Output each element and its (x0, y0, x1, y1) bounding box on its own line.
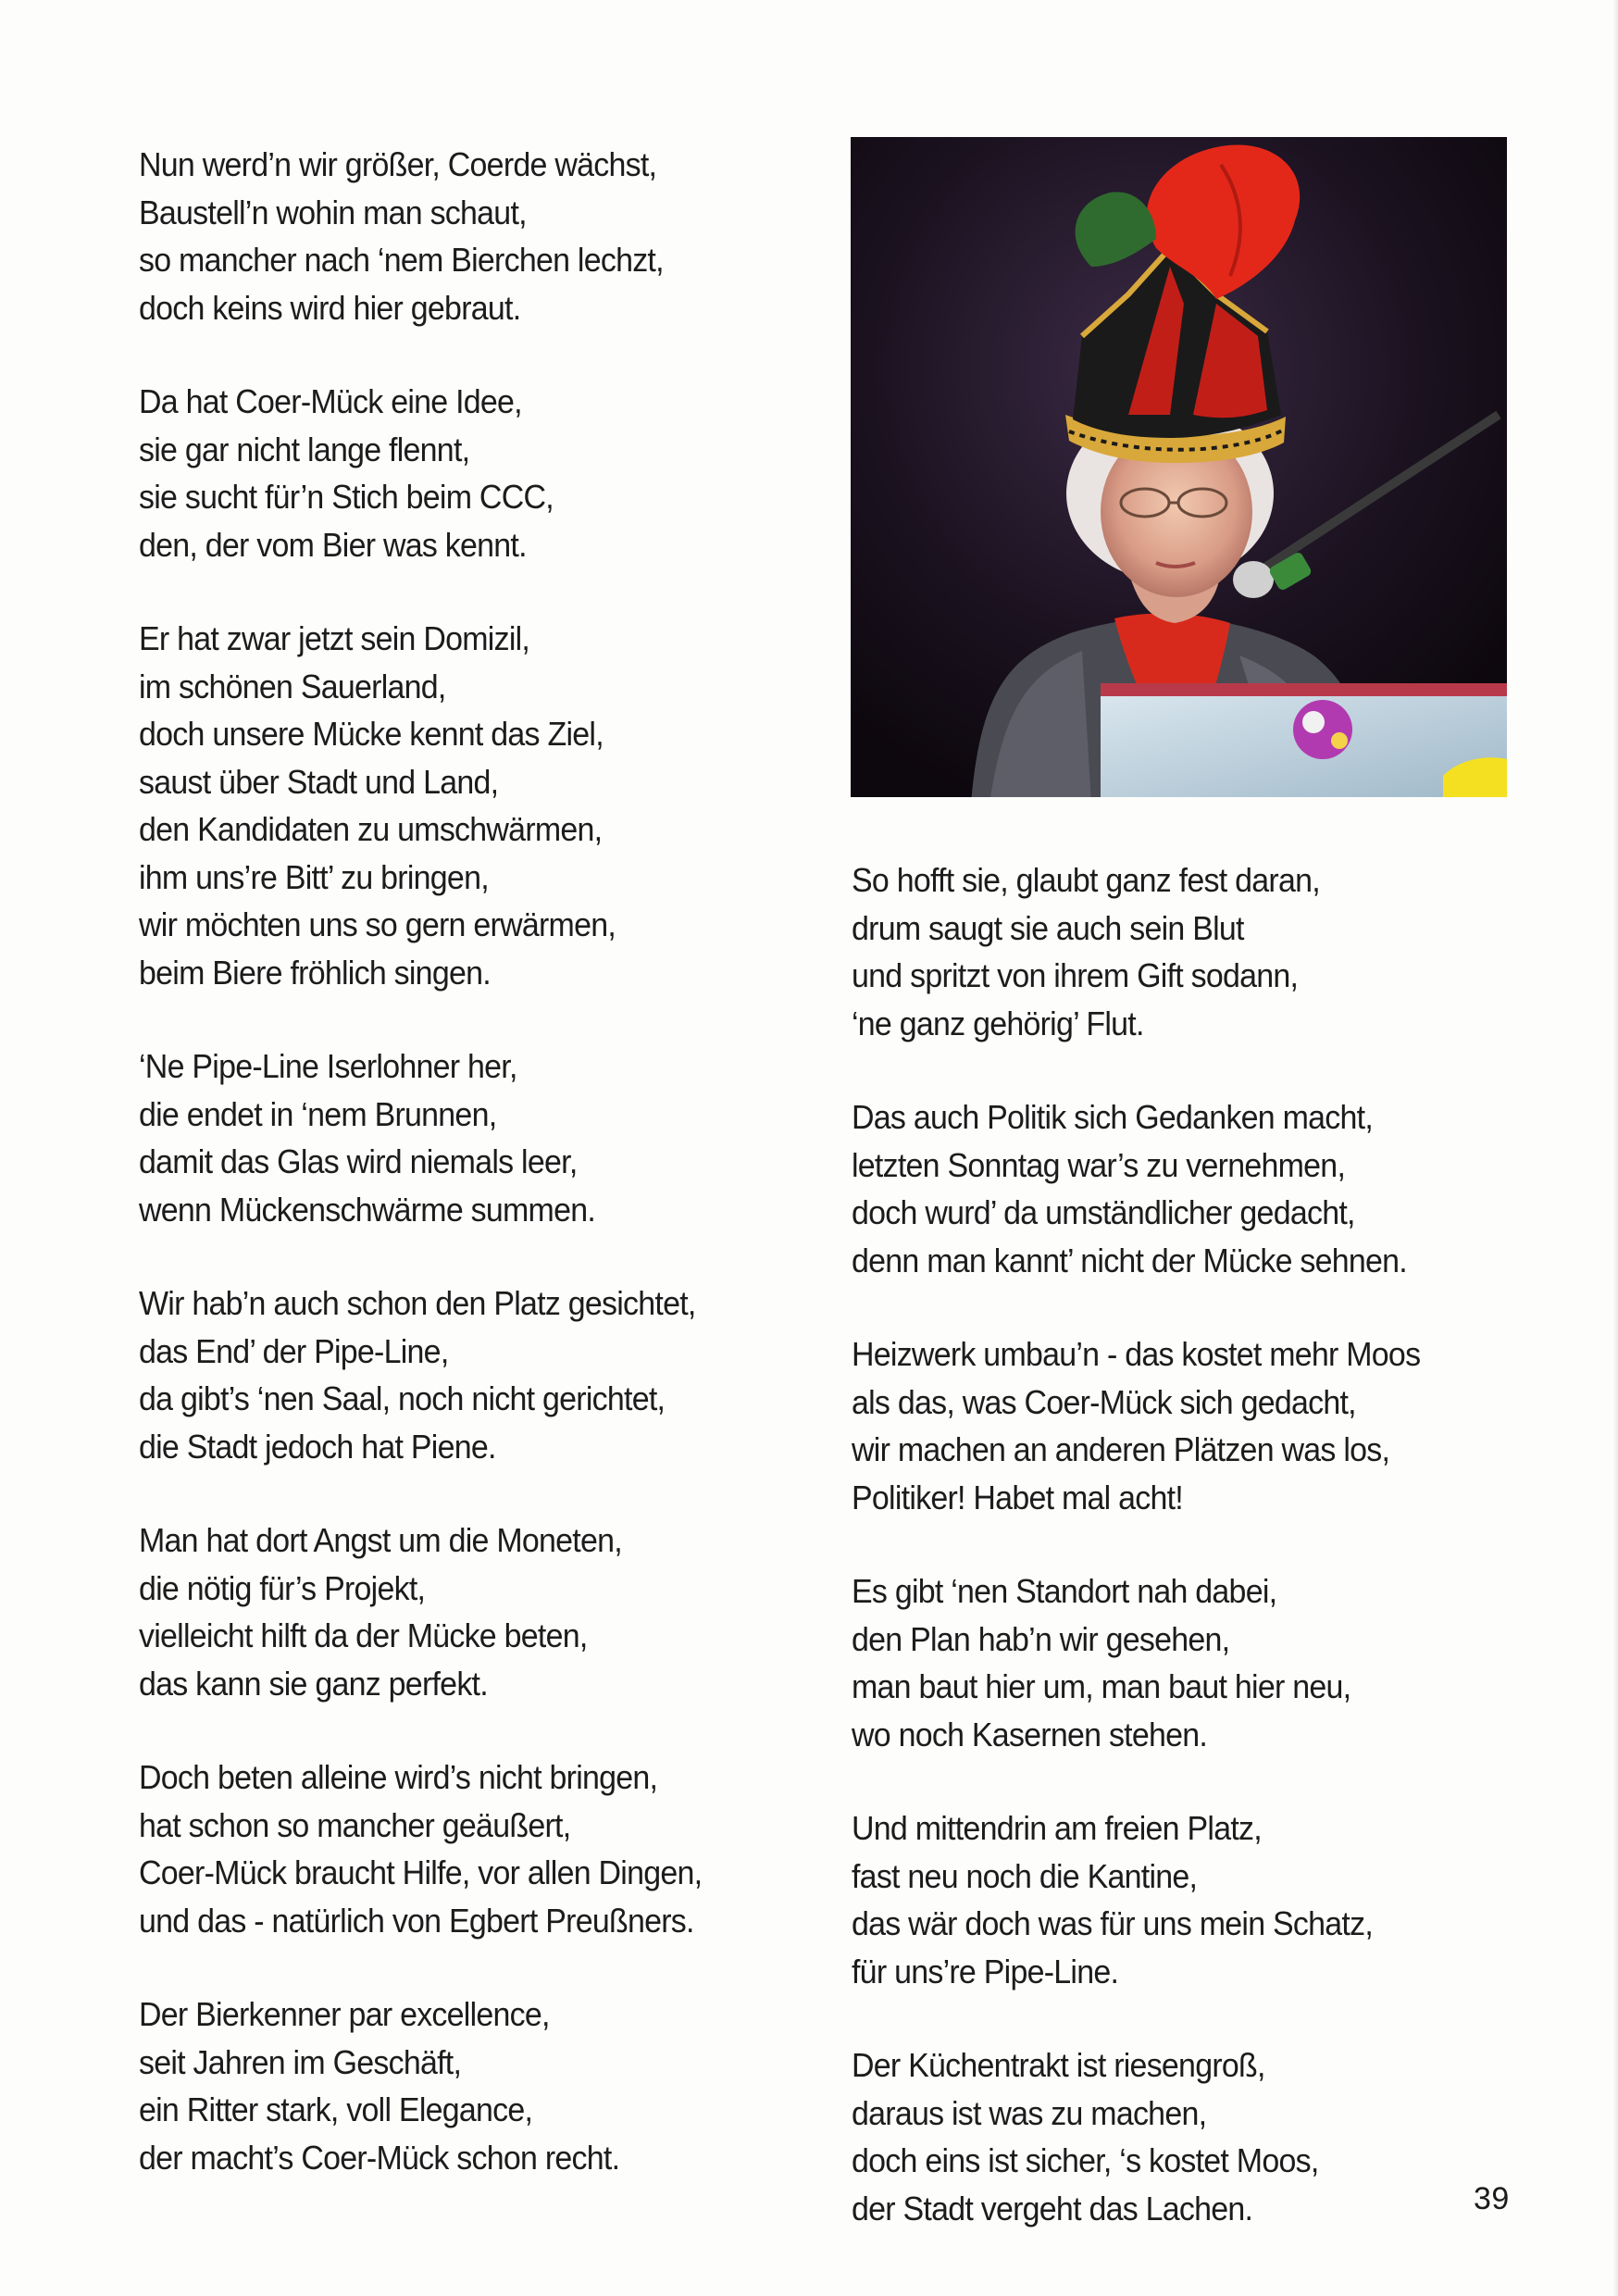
poem-line: doch wurd’ da umständlicher gedacht, (852, 1193, 1355, 1231)
poem-line: ein Ritter stark, voll Elegance, (139, 2090, 533, 2128)
poem-line: das kann sie ganz perfekt. (139, 1664, 488, 1703)
poem-line: wenn Mückenschwärme summen. (139, 1190, 596, 1229)
poem-line: Doch beten alleine wird’s nicht bringen, (139, 1758, 658, 1796)
poem-line: damit das Glas wird niemals leer, (139, 1142, 578, 1180)
poem-stanza (139, 1753, 842, 1944)
poem-stanza (139, 378, 842, 568)
poem-line: die endet in ‘nem Brunnen, (139, 1094, 497, 1133)
poem-line: Und mittendrin am freien Platz, (852, 1809, 1262, 1847)
poem-stanza (852, 1804, 1518, 1995)
poem-line: Er hat zwar jetzt sein Domizil, (139, 619, 530, 657)
poem-line: den Kandidaten zu umschwärmen, (139, 810, 603, 848)
poem-stanza (852, 2041, 1518, 2232)
poem-line: sie sucht für’n Stich beim CCC, (139, 478, 554, 516)
poem-line: wir möchten uns so gern erwärmen, (139, 905, 616, 943)
poem-stanza (852, 1330, 1518, 1521)
poem-line: doch eins ist sicher, ‘s kostet Moos, (852, 2141, 1319, 2179)
poem-line: Da hat Coer-Mück eine Idee, (139, 382, 522, 420)
poem-line: seit Jahren im Geschäft, (139, 2042, 462, 2081)
page-number: 39 (1474, 2181, 1510, 2216)
poem-line: letzten Sonntag war’s zu vernehmen, (852, 1145, 1346, 1184)
poem-line: der macht’s Coer-Mück schon recht. (139, 2138, 620, 2177)
poem-line: doch keins wird hier gebraut. (139, 288, 521, 327)
poem-line: Heizwerk umbau’n - das kostet mehr Moos (852, 1335, 1421, 1373)
left-poem-column (139, 141, 842, 2227)
poem-line: der Stadt vergeht das Lachen. (852, 2189, 1253, 2227)
poem-line: hat schon so mancher geäußert, (139, 1805, 571, 1844)
poem-line: Der Küchentrakt ist riesengroß, (852, 2046, 1265, 2084)
poem-line: und das - natürlich von Egbert Preußners. (139, 1901, 694, 1940)
poem-line: das wär doch was für uns mein Schatz, (852, 1904, 1374, 1942)
poem-line: für uns’re Pipe-Line. (852, 1952, 1119, 1990)
poem-line: wir machen an anderen Plätzen was los, (852, 1430, 1390, 1468)
poem-line: Baustell’n wohin man schaut, (139, 193, 527, 231)
poem-line: den Plan hab’n wir gesehen, (852, 1619, 1230, 1658)
poem-line: Der Bierkenner par excellence, (139, 1995, 550, 2033)
poem-stanza (139, 1990, 842, 2181)
poem-line: den, der vom Bier was kennt. (139, 525, 527, 564)
page-edge-shadow (1612, 0, 1618, 2296)
poem-line: die Stadt jedoch hat Piene. (139, 1427, 496, 1466)
poem-line: vielleicht hilft da der Mücke beten, (139, 1616, 588, 1654)
poem-line: Das auch Politik sich Gedanken macht, (852, 1098, 1374, 1136)
poem-line: doch unsere Mücke kennt das Ziel, (139, 715, 604, 753)
poem-stanza (852, 1567, 1518, 1758)
poem-stanza (139, 615, 842, 996)
poem-stanza (139, 1279, 842, 1470)
poem-line: Nun werd’n wir größer, Coerde wächst, (139, 145, 657, 183)
poem-line: ‘ne ganz gehörig’ Flut. (852, 1004, 1144, 1042)
poem-line: drum saugt sie auch sein Blut (852, 908, 1244, 947)
poem-stanza (139, 141, 842, 331)
poem-line: fast neu noch die Kantine, (852, 1856, 1198, 1895)
poem-line: Coer-Mück braucht Hilfe, vor allen Dingen, (139, 1853, 703, 1891)
right-poem-column (852, 856, 1518, 2278)
poem-stanza (139, 1042, 842, 1233)
poem-stanza (852, 856, 1518, 1047)
poem-line: da gibt’s ‘nen Saal, noch nicht gerichtet, (139, 1379, 666, 1417)
poem-line: das End’ der Pipe-Line, (139, 1331, 449, 1370)
poem-line: als das, was Coer-Mück sich gedacht, (852, 1382, 1356, 1421)
poem-line: Wir hab’n auch schon den Platz gesichtet, (139, 1284, 696, 1322)
poem-line: So hofft sie, glaubt ganz fest daran, (852, 861, 1320, 899)
poem-stanza (852, 1093, 1518, 1284)
poem-line: wo noch Kasernen stehen. (852, 1715, 1208, 1753)
poem-line: so mancher nach ‘nem Bierchen lechzt, (139, 241, 664, 279)
poem-stanza (139, 1516, 842, 1707)
poem-line: man baut hier um, man baut hier neu, (852, 1667, 1351, 1705)
poem-line: im schönen Sauerland, (139, 667, 446, 705)
poem-line: sie gar nicht lange flennt, (139, 430, 470, 468)
photo-woman-with-carnival-hat-at-microphone (851, 137, 1507, 797)
poem-line: beim Biere fröhlich singen. (139, 953, 491, 992)
poem-line: ‘Ne Pipe-Line Iserlohner her, (139, 1047, 517, 1085)
carnival-speaker-photo (851, 137, 1507, 797)
poem-line: daraus ist was zu machen, (852, 2093, 1207, 2132)
poem-line: Es gibt ‘nen Standort nah dabei, (852, 1572, 1277, 1610)
poem-line: ihm uns’re Bitt’ zu bringen, (139, 857, 489, 896)
poem-line: und spritzt von ihrem Gift sodann, (852, 956, 1299, 994)
poem-line: Politiker! Habet mal acht! (852, 1478, 1183, 1516)
poem-line: denn man kannt’ nicht der Mücke sehnen. (852, 1241, 1407, 1279)
poem-line: saust über Stadt und Land, (139, 762, 499, 801)
poem-line: die nötig für’s Projekt, (139, 1568, 426, 1607)
poem-line: Man hat dort Angst um die Moneten, (139, 1521, 622, 1559)
